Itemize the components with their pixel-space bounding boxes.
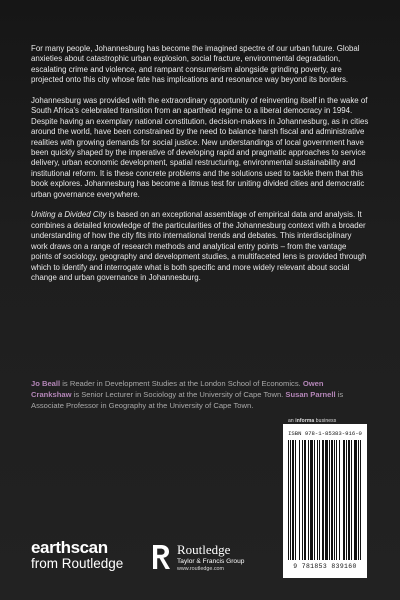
informa-prefix: an [288, 418, 296, 424]
earthscan-logo [31, 539, 123, 571]
blurb-paragraph-2: Johannesburg was provided with the extraordinary opportunity of reinventing itself in the wake of South Africa's celebrated transition from an apartheid regime to a liberal democracy in 1994. Despite having an exemplary national constitution, decision-makers in Johannesburg, as in cities around the world, have been constrained by the need to balance harsh fiscal and administrative realities with growing demands for social justice. New understandings of local government have been quickly shaped by the imperative of developing rapid and pragmatic approaches to service delivery, urban economic development, spatial restructuring, environmental sustainability and institutional reform. It is these concrete problems and the solutions used to tackle them that this book explores. Johannesburg has become a litmus test for uniting divided cities and democratic urban governance everywhere. [31, 96, 369, 199]
earthscan-from-label: from Routledge [31, 556, 124, 571]
blurb-paragraph-1: For many people, Johannesburg has become the imagined spectre of our urban future. Global anxieties about catastrophic urban explosion, social fracture, environmental degradation, escalating crime and violence, and rampant consumerism alongside grinding poverty, are projected onto this city whose fate has implications and resonance way beyond its borders. [31, 44, 360, 85]
blurb-paragraph-3-text: is based on an exceptional assemblage of empirical data and analysis. It combines a detailed knowledge of the particularities of the Johannesburg context with a broader understanding of how the city fits into international trends and debates. This interdisciplinary work draws on a range of research methods and analytical entry points – from the vantage points of sociology, geography and development studies, a multifaceted lens is provided through which to identify and interrogate what is both specific and more widely relevant about social change and urban governance in Johannesburg. [31, 210, 367, 282]
blurb-paragraph-3 [31, 210, 369, 283]
author-bios [31, 378, 351, 411]
routledge-text [177, 543, 244, 573]
author-description: is Associate Professor in Geography at the University of Cape Town. [31, 390, 344, 410]
author-name: Susan Parnell [285, 390, 336, 399]
routledge-r-icon [150, 543, 172, 571]
barcode-panel [283, 424, 367, 578]
earthscan-wordmark: earthscan [31, 538, 108, 557]
author-name: Jo Beall [31, 379, 61, 388]
book-title-italic: Uniting a Divided City [31, 210, 107, 220]
author-name: Owen Crankshaw [31, 379, 324, 399]
author-description: is Reader in Development Studies at the London School of Economics. [60, 379, 303, 388]
informa-brand: informa [295, 418, 315, 424]
author-description: is Senior Lecturer in Sociology at the University of Cape Town. [71, 390, 286, 399]
routledge-brand: Routledge [177, 542, 231, 557]
informa-suffix: business [314, 418, 337, 424]
blurb-text [31, 44, 369, 283]
barcode-digits: 9 781853 839160 [293, 563, 357, 570]
isbn-label: ISBN 978-1-85383-916-0 [288, 430, 362, 437]
routledge-url: www.routledge.com [177, 566, 225, 572]
barcode-icon [288, 440, 362, 562]
routledge-group: Taylor & Francis Group [177, 558, 245, 565]
